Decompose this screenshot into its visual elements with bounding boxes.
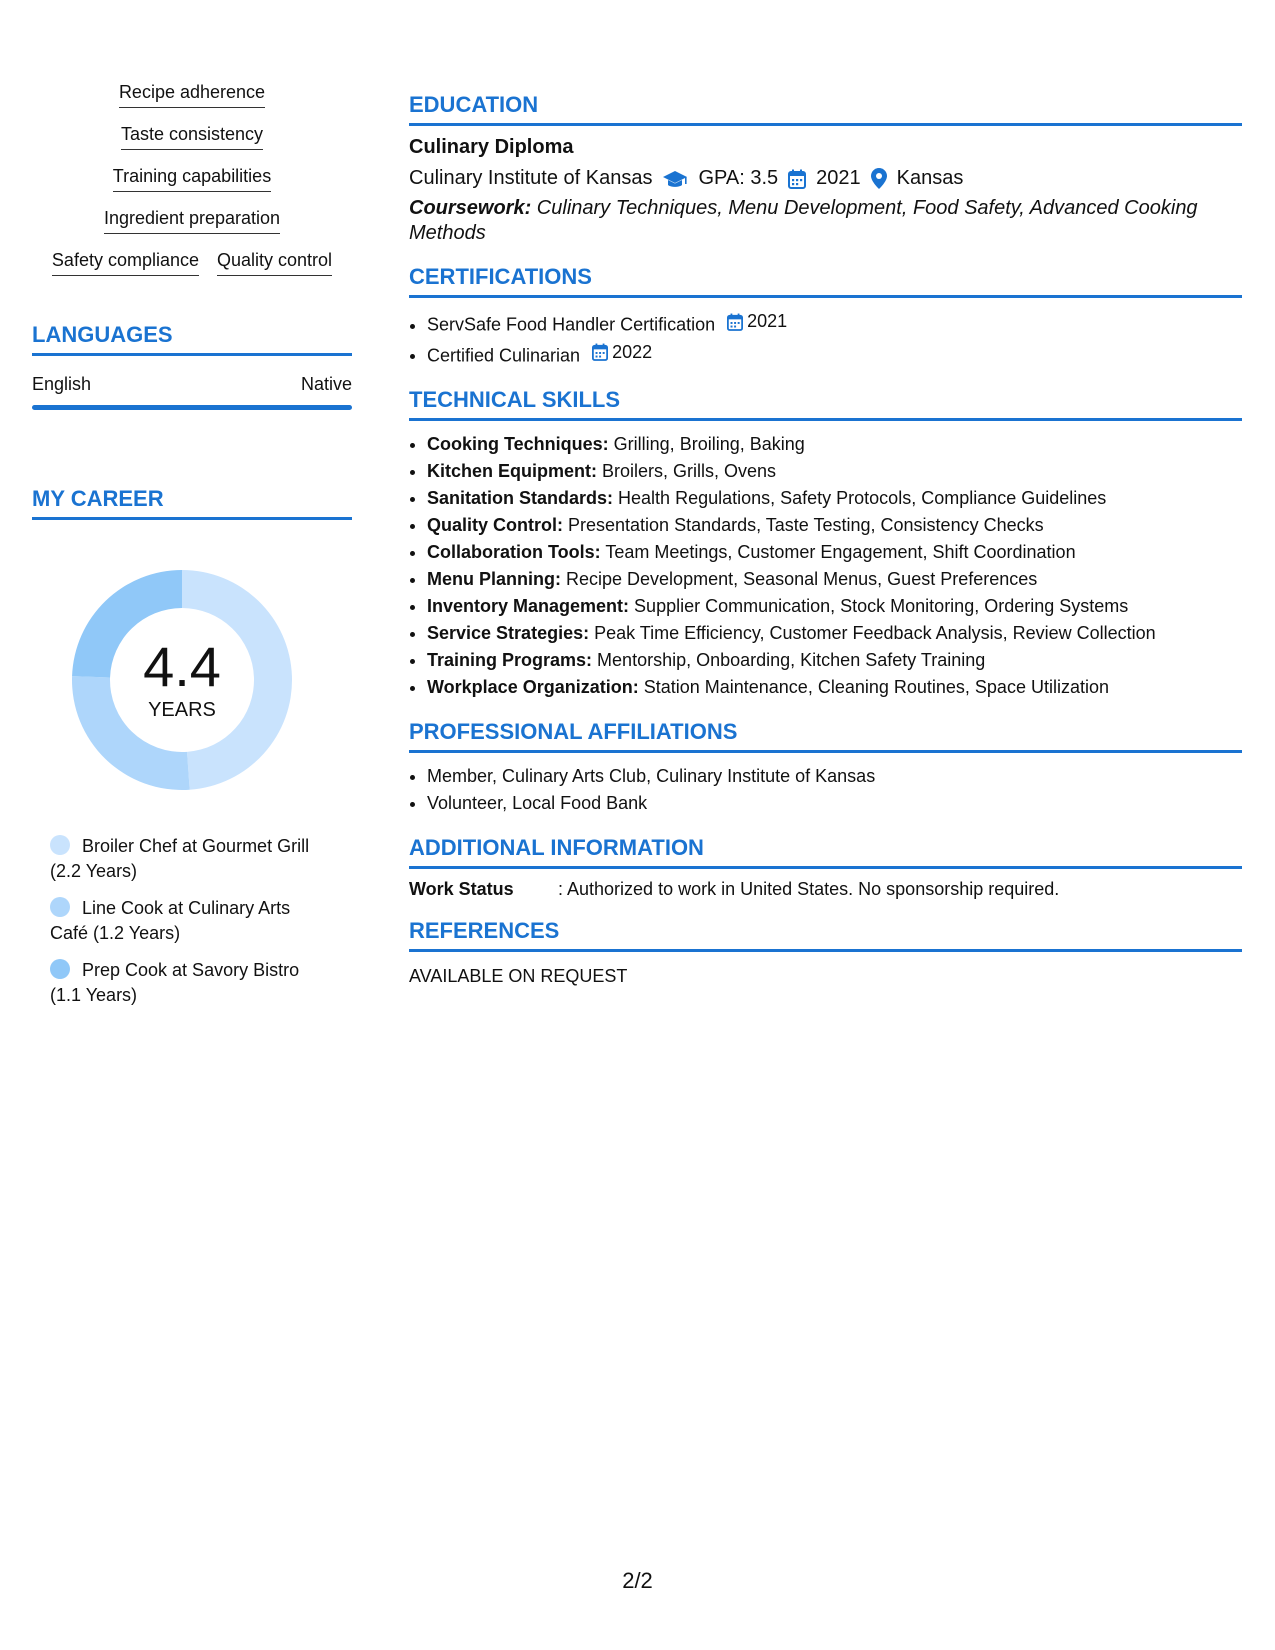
career-legend-item bbox=[50, 834, 330, 884]
technical-skill-item bbox=[427, 593, 1242, 620]
affiliation-item: • Member, Culinary Arts Club, Culinary Institute of Kansas bbox=[427, 763, 1242, 790]
legend-dot bbox=[50, 897, 70, 917]
coursework-label: Coursework: bbox=[409, 197, 532, 219]
skill-tag: Taste consistency bbox=[121, 122, 263, 150]
legend-dot bbox=[50, 835, 70, 855]
languages-section bbox=[32, 322, 352, 410]
technical-skill-item bbox=[427, 620, 1242, 647]
skill-tag: Training capabilities bbox=[113, 164, 271, 192]
skill-values: Peak Time Efficiency, Customer Feedback Analysis, Review Collection bbox=[589, 623, 1156, 643]
technical-skill-item bbox=[427, 458, 1242, 485]
main-column bbox=[409, 92, 1242, 987]
skill-category: Quality Control: bbox=[427, 515, 563, 535]
technical-skill-item bbox=[427, 674, 1242, 701]
career-legend-item bbox=[50, 896, 330, 946]
technical-skill-item bbox=[427, 512, 1242, 539]
skill-tag: Recipe adherence bbox=[119, 80, 265, 108]
technical-skill-item bbox=[427, 539, 1242, 566]
skill-values: Supplier Communication, Stock Monitoring, Ordering Systems bbox=[629, 596, 1129, 616]
location-pin-icon bbox=[871, 168, 887, 189]
certification-item bbox=[427, 339, 1242, 370]
skill-category: Workplace Organization: bbox=[427, 677, 639, 697]
additional-info-heading: ADDITIONAL INFORMATION bbox=[409, 835, 1242, 869]
calendar-icon bbox=[727, 313, 743, 331]
page-number: 2/2 bbox=[622, 1568, 653, 1593]
skill-values: Recipe Development, Seasonal Menus, Guest Preferences bbox=[561, 569, 1038, 589]
legend-label: Broiler Chef at Gourmet Grill (2.2 Years) bbox=[50, 836, 310, 881]
skill-values: Mentorship, Onboarding, Kitchen Safety Training bbox=[592, 650, 986, 670]
career-legend bbox=[50, 834, 330, 1008]
skill-tag: Quality control bbox=[217, 248, 332, 276]
language-name: English bbox=[32, 374, 92, 394]
education-gpa: GPA: 3.5 bbox=[698, 167, 779, 189]
sidebar bbox=[32, 80, 352, 1020]
language-proficiency-bar bbox=[32, 405, 352, 410]
technical-skills-list bbox=[409, 431, 1242, 701]
education-degree: Culinary Diploma bbox=[409, 136, 574, 158]
skill-category: Inventory Management: bbox=[427, 596, 630, 616]
language-item bbox=[32, 374, 352, 395]
work-status-row bbox=[409, 879, 1242, 900]
certification-name: Certified Culinarian bbox=[427, 345, 581, 365]
languages-heading: LANGUAGES bbox=[32, 322, 352, 356]
technical-skill-item bbox=[427, 485, 1242, 512]
calendar-icon bbox=[592, 343, 608, 361]
certification-year: 2022 bbox=[612, 341, 653, 362]
career-legend-item bbox=[50, 958, 330, 1008]
education-heading: EDUCATION bbox=[409, 92, 1242, 126]
skill-category: Training Programs: bbox=[427, 650, 593, 670]
technical-skill-item bbox=[427, 566, 1242, 593]
career-heading: MY CAREER bbox=[32, 486, 352, 520]
legend-dot bbox=[50, 959, 70, 979]
skill-values: Team Meetings, Customer Engagement, Shift Coordination bbox=[600, 542, 1076, 562]
certifications-list bbox=[409, 308, 1242, 369]
skills-tags bbox=[32, 80, 352, 276]
skill-values: Station Maintenance, Cleaning Routines, Space Utilization bbox=[638, 677, 1109, 697]
graduation-cap-icon bbox=[662, 169, 688, 189]
affiliations-heading: PROFESSIONAL AFFILIATIONS bbox=[409, 719, 1242, 753]
certification-item bbox=[427, 308, 1242, 339]
skill-category: Service Strategies: bbox=[427, 623, 590, 643]
skill-category: Cooking Techniques: bbox=[427, 434, 609, 454]
certification-name: ServSafe Food Handler Certification bbox=[427, 314, 716, 335]
skill-category: Sanitation Standards: bbox=[427, 488, 614, 508]
language-level: Native bbox=[300, 374, 352, 394]
legend-label: Prep Cook at Savory Bistro (1.1 Years) bbox=[50, 960, 300, 1005]
legend-label: Line Cook at Culinary Arts Café (1.2 Years) bbox=[50, 898, 291, 943]
education-location: Kansas bbox=[896, 167, 964, 189]
career-donut bbox=[62, 560, 302, 800]
affiliation-item: • Volunteer, Local Food Bank bbox=[427, 790, 1242, 817]
skill-values: Broilers, Grills, Ovens bbox=[597, 461, 777, 481]
calendar-icon bbox=[788, 169, 806, 189]
education-coursework bbox=[409, 196, 1242, 246]
career-total: 4.4 bbox=[143, 634, 221, 698]
skill-values: Presentation Standards, Taste Testing, Consistency Checks bbox=[563, 515, 1044, 535]
technical-skills-heading: TECHNICAL SKILLS bbox=[409, 387, 1242, 421]
references-heading: REFERENCES bbox=[409, 918, 1242, 952]
technical-skill-item bbox=[427, 431, 1242, 458]
technical-skill-item bbox=[427, 647, 1242, 674]
skill-tag: Ingredient preparation bbox=[104, 206, 280, 234]
coursework-text: Culinary Techniques, Menu Development, Food Safety, Advanced Cooking Methods bbox=[409, 197, 1198, 244]
skill-tag: Safety compliance bbox=[52, 248, 199, 276]
skill-values: Grilling, Broiling, Baking bbox=[608, 434, 805, 454]
career-section bbox=[32, 486, 352, 1008]
career-unit: YEARS bbox=[148, 698, 216, 721]
certification-year: 2021 bbox=[747, 311, 788, 331]
education-school: Culinary Institute of Kansas bbox=[409, 167, 653, 189]
references-text: AVAILABLE ON REQUEST bbox=[409, 966, 628, 986]
skill-category: Collaboration Tools: bbox=[427, 542, 601, 562]
work-status-label: Work Status bbox=[409, 879, 514, 899]
affiliations-list bbox=[409, 763, 1242, 817]
education-year: 2021 bbox=[816, 167, 861, 189]
certifications-heading: CERTIFICATIONS bbox=[409, 264, 1242, 298]
education-details bbox=[409, 167, 1242, 190]
work-status-value: : Authorized to work in United States. No sponsorship required. bbox=[558, 879, 1060, 899]
skill-category: Menu Planning: bbox=[427, 569, 561, 589]
skill-category: Kitchen Equipment: bbox=[427, 461, 597, 481]
skill-values: Health Regulations, Safety Protocols, Compliance Guidelines bbox=[613, 488, 1107, 508]
